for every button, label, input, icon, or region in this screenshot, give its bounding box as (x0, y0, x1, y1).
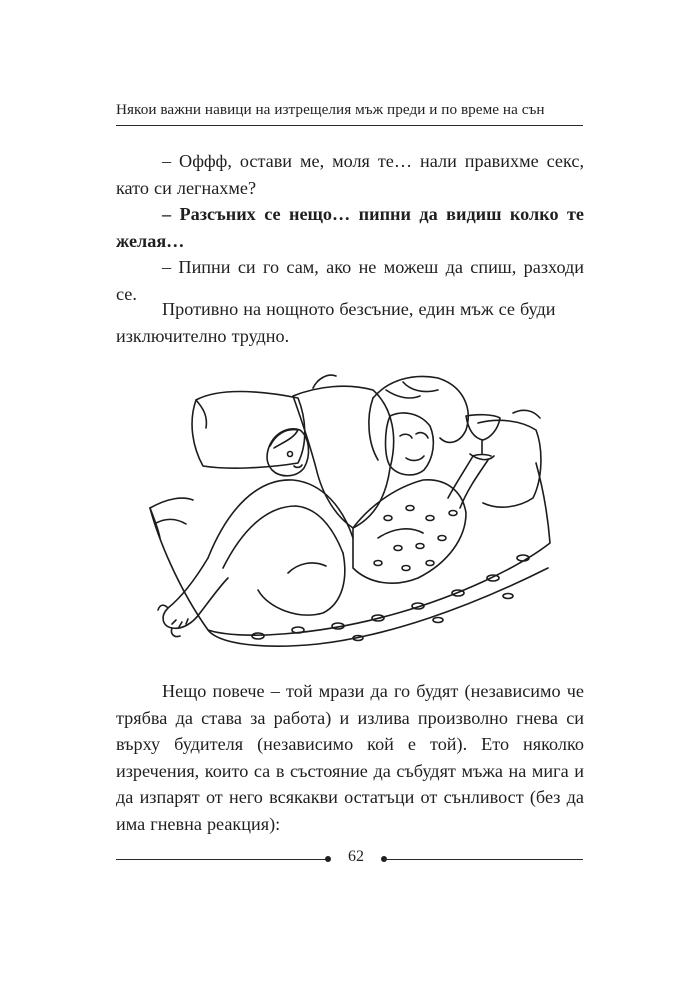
cartoon-couple-in-bed-illustration (148, 368, 558, 658)
footer-dot-left (325, 856, 331, 862)
header-rule (116, 125, 583, 126)
dialogue-line-1: – Оффф, остави ме, моля те… нали правихме секс, като си легнахме? (116, 151, 584, 198)
footer-rule-right (384, 859, 583, 860)
dialogue-block (116, 148, 584, 307)
dialogue-line-3: – Пипни си го сам, ако не можеш да спиш, разходи се. (116, 257, 584, 304)
paragraph-text: Противно на нощното безсъние, един мъж се буди изключително трудно. (116, 299, 556, 346)
paragraph-waking (116, 296, 584, 349)
dialogue-line-2: – Разсъних се нещо… пипни да видиш колко те желая… (116, 204, 584, 251)
footer-rule-left (116, 859, 326, 860)
paragraph-text: Нещо повече – той мрази да го будят (независимо че трябва да става за работа) и излива произволно гнева си върху будителя (независимо кой е той). Ето няколко изречения, които са в състояние да събудят мъжа на мига и да изпарят от него всякакви остатъци от сънливост (без да има гневна реакция): (116, 681, 584, 834)
running-header: Някои важни навици на изтрещелия мъж преди и по време на сън (116, 101, 545, 118)
page-number: 62 (348, 848, 364, 865)
paragraph-hate-waking (116, 678, 584, 837)
